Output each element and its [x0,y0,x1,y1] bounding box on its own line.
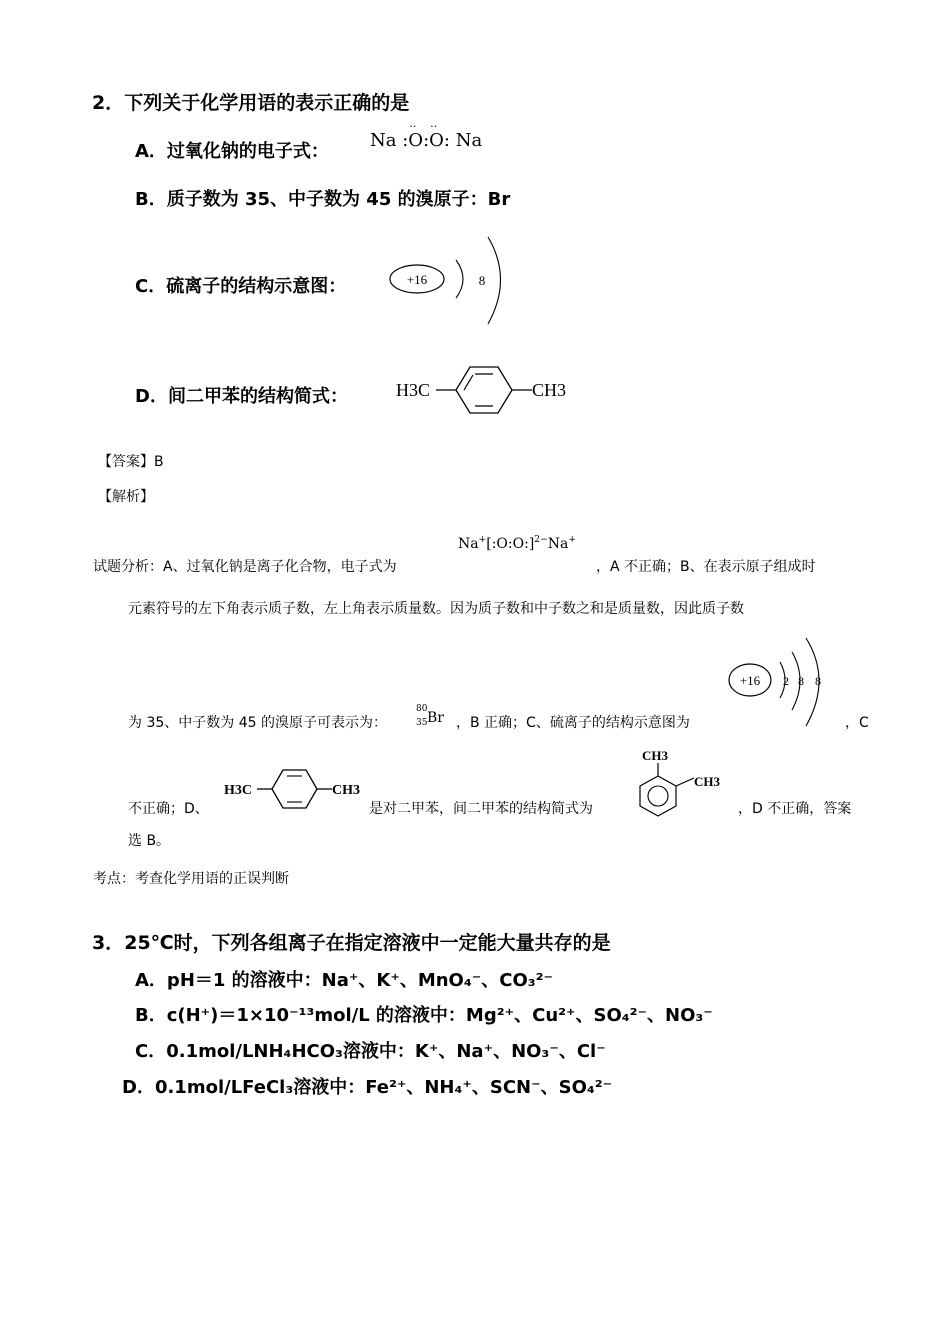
svg-text:H3C: H3C [224,783,252,798]
analysis-label: 【解析】 [98,489,154,505]
methyl-right: CH3 [532,380,567,400]
na-right: Na [455,130,483,151]
methyl-left: H3C [396,380,431,400]
analysis-line-4a: 不正确；D、 [128,801,209,817]
bromine-isotope: 80 35 Br [416,704,444,728]
analysis-line-4b: 是对二甲苯，间二甲苯的结构简式为 [369,801,593,817]
q3-option-a: A．pH＝1 的溶液中：Na⁺、K⁺、MnO₄⁻、CO₃²⁻ [135,970,554,991]
q3-title: 3．25℃时，下列各组离子在指定溶液中一定能大量共存的是 [92,932,611,954]
q3-option-d: D．0.1mol/LFeCl₃溶液中：Fe²⁺、NH₄⁺、SCN⁻、SO₄²⁻ [122,1077,613,1098]
q2-option-b: B．质子数为 35、中子数为 45 的溴原子：Br [135,189,511,210]
q2-option-a-formula: Na : ·· O: ·· O: Na [370,120,483,151]
analysis-line-1a: 试题分析：A、过氧化钠是离子化合物，电子式为 [93,559,397,575]
shell-3-electrons: 8 [815,674,821,688]
q2-title: 2．下列关于化学用语的表示正确的是 [92,92,410,114]
na-left: Na [370,130,397,151]
q3-option-b: B．c(H⁺)＝1×10⁻¹³mol/L 的溶液中：Mg²⁺、Cu²⁺、SO₄²⁻、NO₃⁻ [135,1005,713,1026]
shell-2-electrons: 8 [798,674,804,688]
q2-option-d: D．间二甲苯的结构简式： [135,386,348,407]
analysis-line-2: 元素符号的左下角表示质子数，左上角表示质量数。因为质子数和中子数之和是质量数，因此质子数 [128,601,744,617]
shell-electrons: 8 [478,273,486,288]
na2o2-electron-formula: Na+[:O:O:]$^{2-}$Na+ [458,535,576,552]
sulfur-ion-diagram [388,232,518,332]
nucleus-label: +16 [739,673,761,688]
q2-option-c: C．硫离子的结构示意图： [135,276,347,297]
para-xylene-structure [394,358,584,418]
analysis-line-5: 选 B。 [128,833,171,849]
svg-text:CH3: CH3 [642,748,668,763]
analysis-line-1b: ，A 不正确；B、在表示原子组成时 [596,559,816,575]
answer-label: 【答案】B [98,454,164,470]
svg-text:CH3: CH3 [694,774,720,789]
oxygen-2: O [429,130,444,151]
nucleus-label: +16 [406,272,428,287]
kaodian: 考点：考查化学用语的正误判断 [93,871,289,887]
meta-xylene-structure [636,746,736,821]
q3-option-c: C．0.1mol/LNH₄HCO₃溶液中：K⁺、Na⁺、NO₃⁻、Cl⁻ [135,1041,606,1062]
shell-arc-2 [488,237,501,324]
shell-1-electrons: 2 [783,674,789,688]
q2-option-a: A．过氧化钠的电子式： [135,141,329,162]
analysis-line-3c: ，C [845,715,869,731]
oxygen-1: O [408,130,424,151]
analysis-line-4c: ，D 不正确，答案 [738,801,852,817]
sulfur-ion-diagram-correct [728,634,838,734]
analysis-line-3b: ，B 正确；C、硫离子的结构示意图为 [456,715,690,731]
shell-arc-1 [456,260,463,298]
analysis-line-3a: 为 35、中子数为 45 的溴原子可表示为： [128,715,387,731]
svg-text:CH3: CH3 [332,783,360,798]
para-xylene-small [224,764,374,814]
